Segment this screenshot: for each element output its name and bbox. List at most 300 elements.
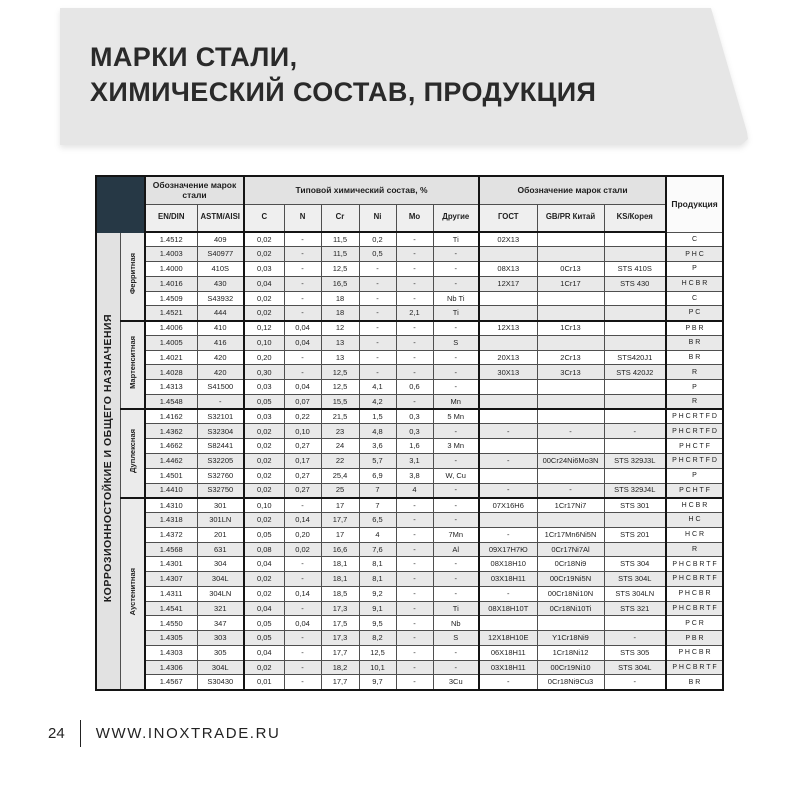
table-cell: P B R bbox=[666, 321, 723, 336]
table-cell: 0,02 bbox=[244, 660, 284, 675]
table-cell: 1.4548 bbox=[145, 394, 197, 409]
table-cell: Nb Ti bbox=[433, 291, 479, 306]
table-cell: 0,02 bbox=[244, 439, 284, 454]
table-row bbox=[96, 498, 723, 513]
table-row bbox=[96, 631, 723, 646]
table-cell: 3Cu bbox=[433, 675, 479, 690]
group-cell bbox=[120, 321, 145, 410]
table-cell: 3Cr13 bbox=[537, 365, 604, 380]
corner-cell bbox=[96, 176, 145, 232]
table-cell: 7 bbox=[359, 498, 396, 513]
table-cell: 8,1 bbox=[359, 557, 396, 572]
table-cell: P H C B R bbox=[666, 645, 723, 660]
table-row bbox=[96, 468, 723, 483]
table-cell: P H C B R bbox=[666, 586, 723, 601]
table-cell: 1.4003 bbox=[145, 247, 197, 262]
table-cell: 1.4509 bbox=[145, 291, 197, 306]
footer-page-number: 24 bbox=[48, 725, 65, 742]
table-cell: - bbox=[396, 394, 433, 409]
table-cell: 1Cr13 bbox=[537, 321, 604, 336]
table-cell: 16,6 bbox=[321, 542, 359, 557]
col-header-ks: KS/Корея bbox=[604, 204, 666, 232]
table-cell: - bbox=[396, 586, 433, 601]
table-cell: P H C B R T F bbox=[666, 660, 723, 675]
table-cell: 1.4541 bbox=[145, 601, 197, 616]
table-cell: 1.4512 bbox=[145, 232, 197, 247]
table-cell: 08X18H10 bbox=[479, 557, 537, 572]
table-cell: - bbox=[479, 453, 537, 468]
table-cell: - bbox=[284, 498, 321, 513]
table-cell: S41500 bbox=[197, 380, 244, 395]
table-cell: 0,04 bbox=[284, 321, 321, 336]
table-cell: - bbox=[396, 247, 433, 262]
table-cell: S32760 bbox=[197, 468, 244, 483]
table-cell: 23 bbox=[321, 424, 359, 439]
table-cell: 305 bbox=[197, 645, 244, 660]
table-cell: 631 bbox=[197, 542, 244, 557]
table-row bbox=[96, 306, 723, 321]
table-cell: - bbox=[284, 232, 321, 247]
table-cell: 1.4501 bbox=[145, 468, 197, 483]
group-cell bbox=[120, 232, 145, 321]
table-cell: - bbox=[284, 601, 321, 616]
table-cell bbox=[479, 306, 537, 321]
table-cell: 0,20 bbox=[244, 350, 284, 365]
table-cell: - bbox=[479, 586, 537, 601]
side-category-cell bbox=[96, 232, 120, 690]
table-cell: 11,5 bbox=[321, 247, 359, 262]
table-cell: - bbox=[396, 262, 433, 277]
table-cell: - bbox=[284, 557, 321, 572]
table-cell: - bbox=[537, 424, 604, 439]
table-cell: 1.4028 bbox=[145, 365, 197, 380]
table-cell bbox=[537, 439, 604, 454]
table-cell: 25 bbox=[321, 483, 359, 498]
table-cell: STS 201 bbox=[604, 527, 666, 542]
table-cell: - bbox=[396, 365, 433, 380]
table-cell: 0,27 bbox=[284, 468, 321, 483]
table-cell: 0,04 bbox=[244, 276, 284, 291]
table-cell: 18 bbox=[321, 306, 359, 321]
table-cell: 8,2 bbox=[359, 631, 396, 646]
table-cell: 1Cr17Ni7 bbox=[537, 498, 604, 513]
table-cell: 1.4162 bbox=[145, 409, 197, 424]
table-cell: - bbox=[284, 365, 321, 380]
table-cell: - bbox=[433, 380, 479, 395]
table-cell: S32101 bbox=[197, 409, 244, 424]
table-row bbox=[96, 601, 723, 616]
table-cell: - bbox=[433, 247, 479, 262]
table-row bbox=[96, 365, 723, 380]
table-cell: S32205 bbox=[197, 453, 244, 468]
table-cell: 1.4568 bbox=[145, 542, 197, 557]
table-cell: 9,7 bbox=[359, 675, 396, 690]
table-cell: 07X16H6 bbox=[479, 498, 537, 513]
table-cell: S32304 bbox=[197, 424, 244, 439]
table-cell: 30X13 bbox=[479, 365, 537, 380]
table-cell: S bbox=[433, 631, 479, 646]
table-cell: 24 bbox=[321, 439, 359, 454]
table-row bbox=[96, 409, 723, 424]
table-cell: 08X13 bbox=[479, 262, 537, 277]
table-cell: 0,02 bbox=[244, 232, 284, 247]
table-cell: - bbox=[396, 232, 433, 247]
table-cell: - bbox=[396, 527, 433, 542]
table-cell: 0,03 bbox=[244, 409, 284, 424]
table-cell: S bbox=[433, 335, 479, 350]
table-cell: 201 bbox=[197, 527, 244, 542]
table-cell: - bbox=[396, 498, 433, 513]
table-cell: - bbox=[284, 572, 321, 587]
table-cell: 4 bbox=[359, 527, 396, 542]
table-cell: 321 bbox=[197, 601, 244, 616]
table-cell: - bbox=[396, 616, 433, 631]
table-cell: - bbox=[433, 424, 479, 439]
table-row bbox=[96, 321, 723, 336]
table-cell: 0,02 bbox=[244, 424, 284, 439]
table-cell: P C R bbox=[666, 616, 723, 631]
table-cell: 0,5 bbox=[359, 247, 396, 262]
table-cell: 304L bbox=[197, 660, 244, 675]
table-cell: P H C B R T F bbox=[666, 572, 723, 587]
table-cell: 301 bbox=[197, 498, 244, 513]
table-cell bbox=[537, 394, 604, 409]
table-cell: R bbox=[666, 365, 723, 380]
table-cell: 4,1 bbox=[359, 380, 396, 395]
table-cell: - bbox=[284, 291, 321, 306]
table-cell: - bbox=[359, 350, 396, 365]
table-cell: 1.4521 bbox=[145, 306, 197, 321]
table-cell: - bbox=[284, 306, 321, 321]
table-row bbox=[96, 247, 723, 262]
table-cell bbox=[537, 291, 604, 306]
table-cell: - bbox=[433, 572, 479, 587]
table-cell bbox=[479, 616, 537, 631]
table-cell: 17,5 bbox=[321, 616, 359, 631]
table-cell: S32750 bbox=[197, 483, 244, 498]
table-cell: 0,17 bbox=[284, 453, 321, 468]
table-cell: - bbox=[433, 262, 479, 277]
table-cell: 4,8 bbox=[359, 424, 396, 439]
table-cell: 416 bbox=[197, 335, 244, 350]
table-cell: - bbox=[433, 660, 479, 675]
table-cell: 12X13 bbox=[479, 321, 537, 336]
table-cell: 1.4000 bbox=[145, 262, 197, 277]
table-cell: 0,22 bbox=[284, 409, 321, 424]
col-header-gb: GB/PR Китай bbox=[537, 204, 604, 232]
table-cell bbox=[604, 247, 666, 262]
table-cell: 0,05 bbox=[244, 616, 284, 631]
table-cell: 15,5 bbox=[321, 394, 359, 409]
table-cell: 02X13 bbox=[479, 232, 537, 247]
page-title-line2: ХИМИЧЕСКИЙ СОСТАВ, ПРОДУКЦИЯ bbox=[90, 77, 597, 108]
col-header-en-din: EN/DIN bbox=[145, 204, 197, 232]
table-row bbox=[96, 645, 723, 660]
table-cell: 0,10 bbox=[244, 498, 284, 513]
table-cell: - bbox=[396, 572, 433, 587]
table-cell: C bbox=[666, 291, 723, 306]
table-cell: 03X18H11 bbox=[479, 572, 537, 587]
table-cell: STS 321 bbox=[604, 601, 666, 616]
col-header-others: Другие bbox=[433, 204, 479, 232]
table-cell: 3,6 bbox=[359, 439, 396, 454]
table-cell: C bbox=[666, 232, 723, 247]
table-cell: 0,04 bbox=[284, 616, 321, 631]
table-cell: 0,04 bbox=[244, 645, 284, 660]
table-cell: 0,12 bbox=[244, 321, 284, 336]
group-cell bbox=[120, 409, 145, 498]
table-cell: - bbox=[479, 527, 537, 542]
table-cell: - bbox=[284, 247, 321, 262]
table-cell: 4 bbox=[396, 483, 433, 498]
table-cell: 03X18H11 bbox=[479, 660, 537, 675]
table-cell: - bbox=[479, 483, 537, 498]
table-cell: 18,5 bbox=[321, 586, 359, 601]
title-banner bbox=[60, 8, 748, 145]
table-cell: 0,02 bbox=[244, 513, 284, 528]
table-cell bbox=[604, 616, 666, 631]
table-cell: 347 bbox=[197, 616, 244, 631]
table-cell bbox=[604, 291, 666, 306]
table-cell: - bbox=[284, 675, 321, 690]
table-cell: 17 bbox=[321, 498, 359, 513]
table-cell: 2Cr13 bbox=[537, 350, 604, 365]
table-cell bbox=[479, 513, 537, 528]
table-cell bbox=[537, 306, 604, 321]
table-cell: 0,27 bbox=[284, 483, 321, 498]
table-cell: Ti bbox=[433, 601, 479, 616]
table-cell: 17,7 bbox=[321, 645, 359, 660]
table-cell: 430 bbox=[197, 276, 244, 291]
table-cell: 17,3 bbox=[321, 631, 359, 646]
footer-divider bbox=[80, 720, 81, 747]
table-cell: STS 304 bbox=[604, 557, 666, 572]
table-cell: 8,1 bbox=[359, 572, 396, 587]
table-cell: H C bbox=[666, 513, 723, 528]
table-cell: B R bbox=[666, 350, 723, 365]
header-chemistry: Типовой химический состав, % bbox=[244, 176, 479, 204]
col-header-mo: Mo bbox=[396, 204, 433, 232]
table-cell: - bbox=[433, 498, 479, 513]
table-cell: 0,01 bbox=[244, 675, 284, 690]
table-cell: - bbox=[396, 321, 433, 336]
table-cell: 303 bbox=[197, 631, 244, 646]
table-cell: P H C R T F D bbox=[666, 453, 723, 468]
table-cell: 21,5 bbox=[321, 409, 359, 424]
table-row bbox=[96, 557, 723, 572]
table-cell: - bbox=[284, 631, 321, 646]
table-cell: STS 305 bbox=[604, 645, 666, 660]
table-cell: 3 Mn bbox=[433, 439, 479, 454]
table-cell: - bbox=[396, 276, 433, 291]
table-cell bbox=[604, 439, 666, 454]
table-cell: 16,5 bbox=[321, 276, 359, 291]
table-cell: STS 304LN bbox=[604, 586, 666, 601]
table-cell: 0,14 bbox=[284, 586, 321, 601]
table-cell: 3,8 bbox=[396, 468, 433, 483]
table-cell: 0Cr18Ni9 bbox=[537, 557, 604, 572]
table-cell bbox=[479, 394, 537, 409]
table-cell: P H C B R T F bbox=[666, 557, 723, 572]
table-cell: - bbox=[359, 335, 396, 350]
table-cell: P bbox=[666, 380, 723, 395]
table-row bbox=[96, 439, 723, 454]
table-cell: 1.4005 bbox=[145, 335, 197, 350]
table-cell: Ti bbox=[433, 232, 479, 247]
table-row bbox=[96, 453, 723, 468]
table-cell: - bbox=[359, 291, 396, 306]
table-cell: H C R bbox=[666, 527, 723, 542]
table-cell: 3,1 bbox=[396, 453, 433, 468]
header-row-groups bbox=[96, 176, 723, 204]
table-cell: 1.4662 bbox=[145, 439, 197, 454]
table-cell: 12,5 bbox=[321, 262, 359, 277]
table-row bbox=[96, 572, 723, 587]
table-row bbox=[96, 380, 723, 395]
table-cell: - bbox=[396, 645, 433, 660]
table-cell: 1.4410 bbox=[145, 483, 197, 498]
table-row bbox=[96, 291, 723, 306]
table-cell: 0Cr18Ni9Cu3 bbox=[537, 675, 604, 690]
table-cell: 1.4318 bbox=[145, 513, 197, 528]
table-cell: B R bbox=[666, 675, 723, 690]
table-cell: 6,5 bbox=[359, 513, 396, 528]
table-cell: 17,7 bbox=[321, 675, 359, 690]
table-cell bbox=[604, 232, 666, 247]
table-row bbox=[96, 350, 723, 365]
table-cell: 2,1 bbox=[396, 306, 433, 321]
table-cell: 18 bbox=[321, 291, 359, 306]
table-cell: 12,5 bbox=[321, 365, 359, 380]
table-cell: 1.4307 bbox=[145, 572, 197, 587]
table-cell: - bbox=[433, 350, 479, 365]
table-cell bbox=[537, 232, 604, 247]
table-cell: 0,03 bbox=[244, 380, 284, 395]
table-cell: - bbox=[284, 660, 321, 675]
table-cell: 18,1 bbox=[321, 572, 359, 587]
table-cell: - bbox=[396, 557, 433, 572]
table-cell: STS 301 bbox=[604, 498, 666, 513]
table-cell: 0Cr13 bbox=[537, 262, 604, 277]
table-cell: - bbox=[396, 631, 433, 646]
table-cell bbox=[604, 542, 666, 557]
table-cell: - bbox=[433, 557, 479, 572]
table-cell: P H C B R T F bbox=[666, 601, 723, 616]
table-cell: B R bbox=[666, 335, 723, 350]
table-row bbox=[96, 527, 723, 542]
table-cell bbox=[537, 335, 604, 350]
table-cell bbox=[479, 291, 537, 306]
table-cell: 1.4301 bbox=[145, 557, 197, 572]
table-cell: S30430 bbox=[197, 675, 244, 690]
table-cell: - bbox=[604, 675, 666, 690]
table-cell: - bbox=[396, 291, 433, 306]
table-row bbox=[96, 276, 723, 291]
table-cell: 09X17H7Ю bbox=[479, 542, 537, 557]
table-cell: 1.4567 bbox=[145, 675, 197, 690]
table-cell: - bbox=[284, 645, 321, 660]
table-cell: 0,30 bbox=[244, 365, 284, 380]
table-cell: 20X13 bbox=[479, 350, 537, 365]
table-cell: Ti bbox=[433, 306, 479, 321]
table-cell: 17 bbox=[321, 527, 359, 542]
table-cell: 13 bbox=[321, 350, 359, 365]
table-cell bbox=[604, 513, 666, 528]
table-row bbox=[96, 232, 723, 247]
table-cell: S40977 bbox=[197, 247, 244, 262]
table-cell bbox=[537, 468, 604, 483]
table-cell: 0,02 bbox=[244, 483, 284, 498]
table-cell: STS 329J3L bbox=[604, 453, 666, 468]
table-cell: - bbox=[197, 394, 244, 409]
table-cell: 0,27 bbox=[284, 439, 321, 454]
table-cell: - bbox=[396, 542, 433, 557]
table-cell: 1,5 bbox=[359, 409, 396, 424]
table-cell bbox=[479, 247, 537, 262]
table-cell: - bbox=[284, 276, 321, 291]
table-cell: - bbox=[433, 645, 479, 660]
table-cell bbox=[604, 335, 666, 350]
table-row bbox=[96, 586, 723, 601]
table-row bbox=[96, 542, 723, 557]
table-cell: 9,1 bbox=[359, 601, 396, 616]
table-cell: - bbox=[284, 262, 321, 277]
table-cell: 420 bbox=[197, 350, 244, 365]
table-cell bbox=[537, 380, 604, 395]
table-cell: STS420J1 bbox=[604, 350, 666, 365]
table-cell: 0,05 bbox=[244, 631, 284, 646]
group-label: Мартенситная bbox=[127, 335, 137, 389]
table-cell: 0,05 bbox=[244, 394, 284, 409]
col-header-gost: ГОСТ bbox=[479, 204, 537, 232]
table-cell: 1,6 bbox=[396, 439, 433, 454]
table-cell: 4,2 bbox=[359, 394, 396, 409]
table-cell: 00Cr18Ni10N bbox=[537, 586, 604, 601]
table-cell: 0,20 bbox=[284, 527, 321, 542]
table-cell: H C B R bbox=[666, 498, 723, 513]
table-cell: - bbox=[359, 306, 396, 321]
table-cell: 1.4313 bbox=[145, 380, 197, 395]
table-cell: - bbox=[433, 321, 479, 336]
table-cell: - bbox=[359, 276, 396, 291]
header-designation-left: Обозначение марок стали bbox=[145, 176, 244, 204]
table-cell bbox=[604, 306, 666, 321]
table-cell: 10,1 bbox=[359, 660, 396, 675]
table-cell: 12X17 bbox=[479, 276, 537, 291]
table-cell: Al bbox=[433, 542, 479, 557]
table-cell: 1.4303 bbox=[145, 645, 197, 660]
col-header-n: N bbox=[284, 204, 321, 232]
table-row bbox=[96, 394, 723, 409]
header-designation-right: Обозначение марок стали bbox=[479, 176, 666, 204]
group-label: Дуплексная bbox=[127, 429, 137, 473]
table-cell: - bbox=[479, 424, 537, 439]
table-cell: Nb bbox=[433, 616, 479, 631]
table-cell: 0,6 bbox=[396, 380, 433, 395]
table-cell: STS 420J2 bbox=[604, 365, 666, 380]
table-cell: 00Cr24Ni6Mo3N bbox=[537, 453, 604, 468]
table-cell: 0Cr18Ni10Ti bbox=[537, 601, 604, 616]
table-cell: 444 bbox=[197, 306, 244, 321]
table-cell: 410 bbox=[197, 321, 244, 336]
table-cell: P H C T F bbox=[666, 439, 723, 454]
table-row bbox=[96, 616, 723, 631]
table-cell: 1.4006 bbox=[145, 321, 197, 336]
steel-table-container bbox=[95, 175, 724, 691]
table-cell: 304LN bbox=[197, 586, 244, 601]
table-cell: 1Cr17Mn6Ni5N bbox=[537, 527, 604, 542]
table-cell: P C H T F bbox=[666, 483, 723, 498]
